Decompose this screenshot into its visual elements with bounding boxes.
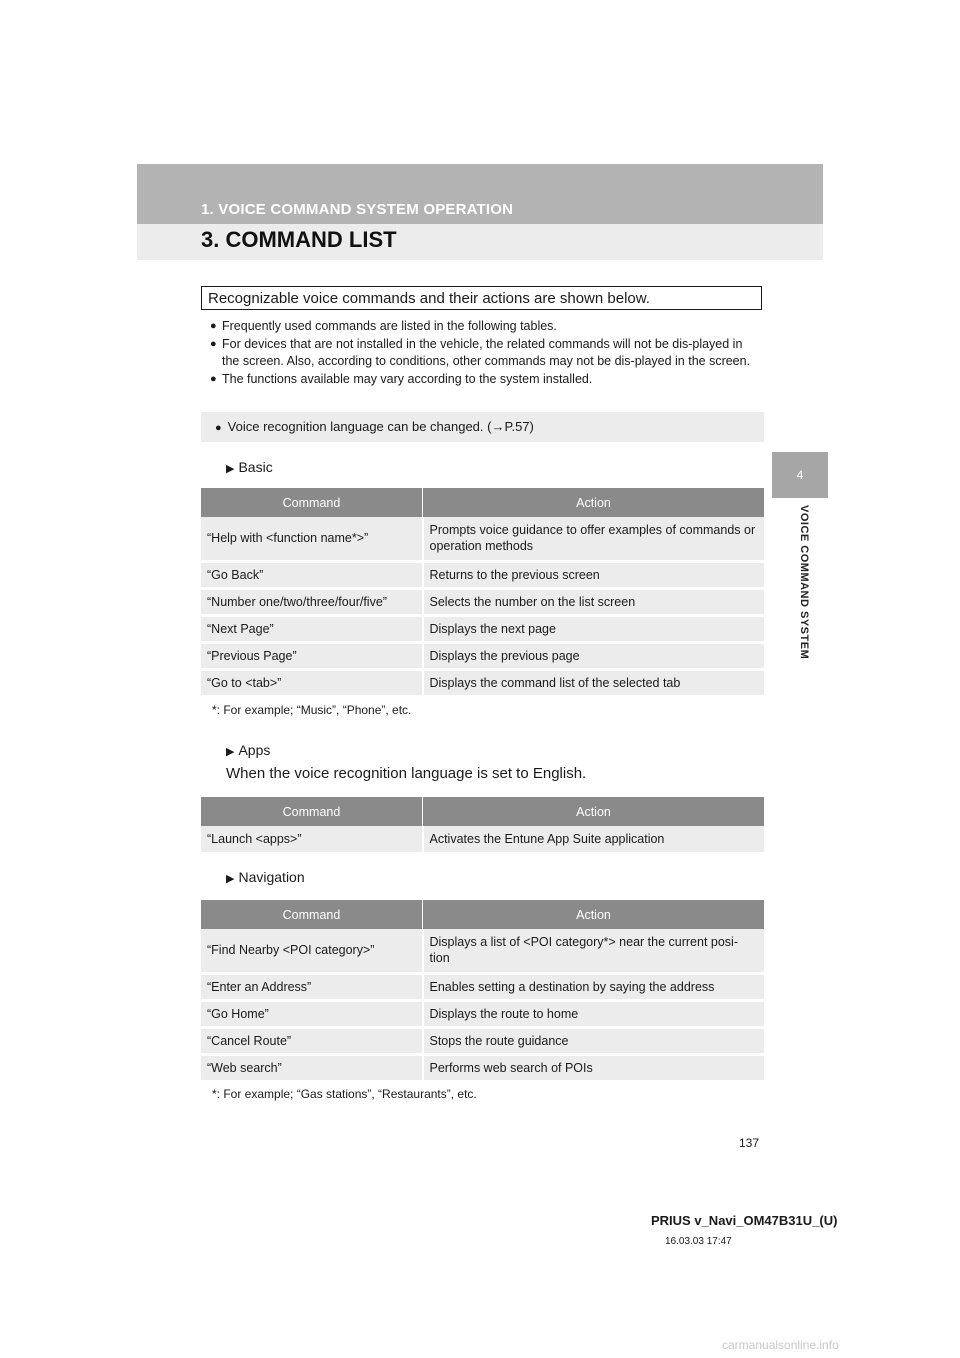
bullet-icon: ● — [210, 320, 217, 332]
column-header-action: Action — [423, 797, 765, 826]
list-item — [210, 318, 758, 335]
command-cell: “Go to <tab>” — [201, 669, 423, 696]
column-header-command: Command — [201, 797, 423, 826]
apps-command-table — [201, 797, 764, 855]
command-cell: “Web search” — [201, 1054, 423, 1081]
command-cell: “Find Nearby <POI category>” — [201, 929, 423, 973]
basic-footnote: *: For example; “Music”, “Phone”, etc. — [212, 703, 412, 717]
command-cell: “Launch <apps>” — [201, 826, 423, 853]
triangle-right-icon: ▶ — [226, 463, 235, 475]
table-row — [201, 1027, 764, 1054]
command-cell: “Enter an Address” — [201, 973, 423, 1000]
intro-box: Recognizable voice commands and their actions are shown below. — [201, 286, 762, 310]
list-item — [210, 371, 758, 388]
navigation-heading — [226, 869, 305, 885]
bullet-icon: ● — [215, 422, 222, 434]
apps-heading — [226, 742, 270, 758]
language-note — [201, 412, 764, 442]
intro-bullets — [210, 318, 758, 389]
command-cell: “Help with <function name*>” — [201, 517, 423, 561]
table-row — [201, 973, 764, 1000]
table-header — [201, 900, 764, 929]
navigation-footnote: *: For example; “Gas stations”, “Restaurants”, etc. — [212, 1087, 477, 1101]
table-row — [201, 1054, 764, 1081]
action-cell: Displays a list of <POI category*> near the current posi-tion — [423, 929, 765, 973]
action-cell: Activates the Entune App Suite application — [423, 826, 765, 853]
triangle-right-icon: ▶ — [226, 746, 235, 758]
action-cell: Performs web search of POIs — [423, 1054, 765, 1081]
page-number: 137 — [739, 1136, 760, 1150]
table-row — [201, 929, 764, 973]
action-cell: Prompts voice guidance to offer examples of commands or operation methods — [423, 517, 765, 561]
column-header-command: Command — [201, 900, 423, 929]
apps-note: When the voice recognition language is set to English. — [226, 765, 587, 782]
chapter-tab: 4 — [772, 452, 828, 498]
column-header-action: Action — [423, 488, 765, 517]
command-cell: “Previous Page” — [201, 642, 423, 669]
table-row — [201, 1000, 764, 1027]
bullet-text: The functions available may vary according to the system installed. — [222, 372, 593, 386]
list-item — [210, 336, 758, 370]
action-cell: Returns to the previous screen — [423, 561, 765, 588]
column-header-command: Command — [201, 488, 423, 517]
document-id: PRIUS v_Navi_OM47B31U_(U) — [651, 1213, 838, 1228]
document-date: 16.03.03 17:47 — [665, 1236, 732, 1247]
table-header — [201, 797, 764, 826]
page-title: 3. COMMAND LIST — [201, 227, 397, 252]
table-row — [201, 669, 764, 696]
command-cell: “Number one/two/three/four/five” — [201, 588, 423, 615]
action-cell: Displays the previous page — [423, 642, 765, 669]
action-cell: Enables setting a destination by saying the address — [423, 973, 765, 1000]
watermark: carmanualsonline.info — [722, 1338, 839, 1352]
triangle-right-icon: ▶ — [226, 873, 235, 885]
command-cell: “Go Back” — [201, 561, 423, 588]
action-cell: Stops the route guidance — [423, 1027, 765, 1054]
basic-heading-text: Basic — [238, 459, 273, 475]
section-title: 1. VOICE COMMAND SYSTEM OPERATION — [201, 201, 514, 218]
table-row — [201, 561, 764, 588]
table-row — [201, 615, 764, 642]
table-row — [201, 642, 764, 669]
bullet-text: Frequently used commands are listed in the following tables. — [222, 319, 557, 333]
bullet-text: For devices that are not installed in the vehicle, the related commands will not be dis-played in the screen. Also, according to conditions, other commands may not be dis-played in the screen. — [222, 337, 751, 368]
command-cell: “Go Home” — [201, 1000, 423, 1027]
table-row — [201, 517, 764, 561]
note-text: Voice recognition language can be changed. (→P.57) — [227, 419, 534, 434]
action-cell: Displays the command list of the selected tab — [423, 669, 765, 696]
action-cell: Displays the route to home — [423, 1000, 765, 1027]
table-row — [201, 826, 764, 853]
column-header-action: Action — [423, 900, 765, 929]
bullet-icon: ● — [210, 338, 217, 350]
basic-command-table — [201, 488, 764, 698]
chapter-label: VOICE COMMAND SYSTEM — [798, 505, 810, 660]
basic-heading — [226, 459, 273, 475]
table-row — [201, 588, 764, 615]
apps-heading-text: Apps — [238, 742, 271, 758]
navigation-command-table — [201, 900, 764, 1083]
command-cell: “Next Page” — [201, 615, 423, 642]
navigation-heading-text: Navigation — [238, 869, 305, 885]
action-cell: Selects the number on the list screen — [423, 588, 765, 615]
action-cell: Displays the next page — [423, 615, 765, 642]
bullet-icon: ● — [210, 373, 217, 385]
table-header — [201, 488, 764, 517]
command-cell: “Cancel Route” — [201, 1027, 423, 1054]
